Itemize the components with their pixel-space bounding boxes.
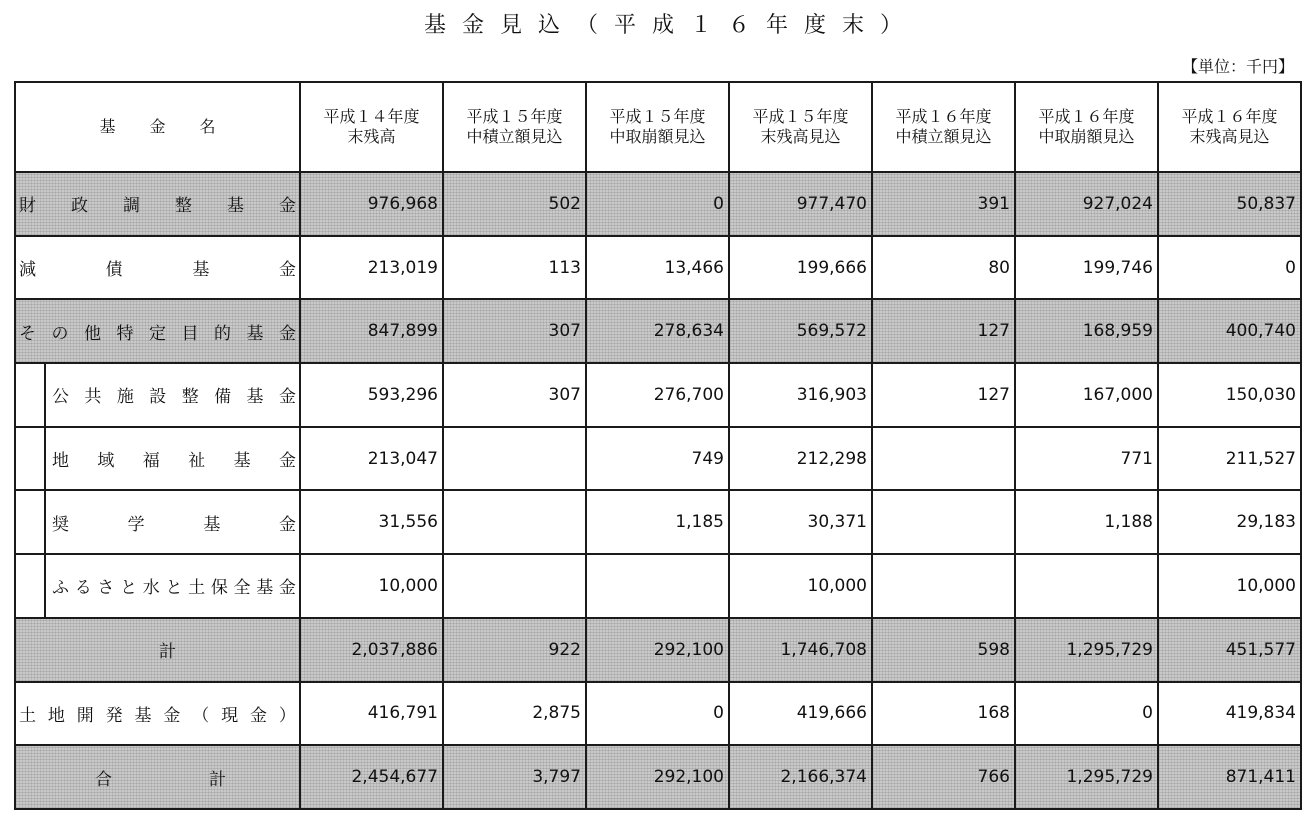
fund-name bbox=[46, 364, 299, 426]
fund-name-char: 基 bbox=[134, 705, 152, 726]
value-cell: 213,047 bbox=[300, 427, 443, 491]
fund-name-char: 的 bbox=[214, 323, 231, 344]
fund-name-char: 金 bbox=[278, 387, 296, 408]
value-cell: 1,185 bbox=[586, 490, 729, 554]
fund-name-char: の bbox=[51, 323, 69, 344]
fund-name-char: 整 bbox=[175, 196, 192, 217]
table-header-row bbox=[15, 82, 1301, 172]
value-cell: 2,875 bbox=[443, 682, 586, 746]
value-cell: 419,834 bbox=[1158, 682, 1301, 746]
value-cell: 419,666 bbox=[729, 682, 872, 746]
fund-name-char: 奨 bbox=[52, 514, 69, 535]
fund-name-char: 計 bbox=[209, 769, 226, 790]
fund-name-cell bbox=[15, 172, 300, 236]
fund-name-char: 地 bbox=[52, 451, 69, 472]
fund-name-cell bbox=[15, 427, 300, 491]
fund-name-cell bbox=[15, 236, 300, 300]
fund-name: 計 bbox=[159, 642, 176, 663]
value-cell: 598 bbox=[872, 618, 1015, 682]
fund-name-char: 金 bbox=[250, 705, 267, 726]
fund-name-char: 現 bbox=[221, 705, 239, 726]
table-row bbox=[15, 618, 1301, 682]
header-h15-end-balance bbox=[729, 82, 872, 172]
value-cell: 316,903 bbox=[729, 363, 872, 427]
fund-name-char: 目 bbox=[181, 323, 199, 344]
value-cell: 276,700 bbox=[586, 363, 729, 427]
fund-table bbox=[14, 81, 1302, 810]
table-row bbox=[15, 427, 1301, 491]
value-cell bbox=[872, 427, 1015, 491]
header-line: 中積立額見込 bbox=[466, 127, 563, 146]
fund-name-char: 発 bbox=[105, 705, 123, 726]
header-h16-withdrawal bbox=[1015, 82, 1158, 172]
value-cell: 168,959 bbox=[1015, 299, 1158, 363]
fund-name-char: 金 bbox=[278, 451, 296, 472]
header-line: 中取崩額見込 bbox=[1038, 127, 1135, 146]
table-row bbox=[15, 682, 1301, 746]
fund-name-char: 水 bbox=[142, 578, 160, 599]
value-cell bbox=[443, 427, 586, 491]
value-cell: 80 bbox=[872, 236, 1015, 300]
value-cell: 2,166,374 bbox=[729, 745, 872, 809]
fund-name-cell bbox=[15, 618, 300, 682]
fund-name-cell bbox=[15, 682, 300, 746]
value-cell: 10,000 bbox=[300, 554, 443, 618]
value-cell: 278,634 bbox=[586, 299, 729, 363]
fund-name-char: 金 bbox=[163, 705, 181, 726]
fund-name-char: （ bbox=[192, 705, 210, 726]
unit-label: 【単位：千円】 bbox=[1181, 57, 1294, 76]
fund-name-char: と bbox=[120, 578, 138, 599]
indent-spacer bbox=[16, 555, 46, 617]
value-cell: 569,572 bbox=[729, 299, 872, 363]
header-line: 中積立額見込 bbox=[895, 127, 992, 146]
value-cell: 847,899 bbox=[300, 299, 443, 363]
value-cell: 749 bbox=[586, 427, 729, 491]
fund-name-char: 整 bbox=[181, 387, 199, 408]
fund-name-char: 金 bbox=[278, 260, 296, 281]
fund-name-char: 基 bbox=[256, 578, 274, 599]
fund-name-char: 学 bbox=[127, 514, 145, 535]
value-cell: 766 bbox=[872, 745, 1015, 809]
value-cell: 13,466 bbox=[586, 236, 729, 300]
fund-name-char: 他 bbox=[84, 323, 101, 344]
fund-name-char: 共 bbox=[84, 387, 102, 408]
table-row bbox=[15, 490, 1301, 554]
value-cell: 3,797 bbox=[443, 745, 586, 809]
value-cell: 1,746,708 bbox=[729, 618, 872, 682]
fund-name-char: 定 bbox=[149, 323, 166, 344]
fund-name-char: 政 bbox=[71, 196, 88, 217]
value-cell: 167,000 bbox=[1015, 363, 1158, 427]
header-line: 平成１５年度 bbox=[609, 107, 706, 126]
header-line: 平成１６年度 bbox=[895, 107, 992, 126]
fund-name-char: 基 bbox=[203, 514, 221, 535]
fund-name-char: ） bbox=[278, 705, 296, 726]
header-line: 末残高 bbox=[347, 127, 396, 146]
value-cell: 29,183 bbox=[1158, 490, 1301, 554]
indent-spacer bbox=[16, 364, 46, 426]
fund-name-char: 金 bbox=[279, 323, 296, 344]
fund-name bbox=[19, 300, 296, 362]
fund-name bbox=[19, 173, 296, 235]
value-cell: 199,666 bbox=[729, 236, 872, 300]
fund-name-char: 保 bbox=[210, 578, 228, 599]
fund-name bbox=[46, 428, 299, 490]
value-cell: 292,100 bbox=[586, 618, 729, 682]
fund-name-char: 地 bbox=[47, 705, 65, 726]
value-cell: 0 bbox=[586, 682, 729, 746]
value-cell: 2,037,886 bbox=[300, 618, 443, 682]
fund-name-cell bbox=[15, 554, 300, 618]
value-cell: 150,030 bbox=[1158, 363, 1301, 427]
value-cell: 307 bbox=[443, 363, 586, 427]
fund-name bbox=[46, 491, 299, 553]
fund-name-char: 基 bbox=[227, 196, 244, 217]
value-cell bbox=[872, 490, 1015, 554]
value-cell: 0 bbox=[586, 172, 729, 236]
value-cell: 50,837 bbox=[1158, 172, 1301, 236]
value-cell: 976,968 bbox=[300, 172, 443, 236]
header-h14-end-balance bbox=[300, 82, 443, 172]
fund-name-char: 金 bbox=[278, 578, 296, 599]
header-h16-end-balance bbox=[1158, 82, 1301, 172]
value-cell: 922 bbox=[443, 618, 586, 682]
value-cell: 113 bbox=[443, 236, 586, 300]
value-cell: 1,188 bbox=[1015, 490, 1158, 554]
fund-name-char: 設 bbox=[149, 387, 167, 408]
value-cell: 2,454,677 bbox=[300, 745, 443, 809]
table-row bbox=[15, 172, 1301, 236]
fund-name-cell bbox=[15, 745, 300, 809]
table-row bbox=[15, 745, 1301, 809]
fund-table-body bbox=[15, 172, 1301, 809]
fund-name-char: 基 bbox=[233, 451, 251, 472]
indent-spacer bbox=[16, 428, 46, 490]
value-cell: 213,019 bbox=[300, 236, 443, 300]
value-cell: 0 bbox=[1158, 236, 1301, 300]
fund-name-char: 施 bbox=[116, 387, 134, 408]
value-cell: 1,295,729 bbox=[1015, 745, 1158, 809]
value-cell: 927,024 bbox=[1015, 172, 1158, 236]
value-cell bbox=[1015, 554, 1158, 618]
value-cell: 391 bbox=[872, 172, 1015, 236]
value-cell: 307 bbox=[443, 299, 586, 363]
value-cell bbox=[586, 554, 729, 618]
fund-name bbox=[19, 746, 296, 808]
fund-name bbox=[19, 683, 296, 745]
fund-name-char: る bbox=[74, 578, 92, 599]
value-cell: 771 bbox=[1015, 427, 1158, 491]
fund-name-char: 土 bbox=[188, 578, 206, 599]
fund-name-cell bbox=[15, 363, 300, 427]
page-title: 基金見込（平成１６年度末） bbox=[423, 13, 918, 38]
value-cell: 127 bbox=[872, 299, 1015, 363]
fund-name-char: 債 bbox=[105, 260, 123, 281]
fund-name-char: そ bbox=[19, 323, 36, 344]
header-line: 末残高見込 bbox=[1189, 127, 1270, 146]
fund-name-char: 開 bbox=[76, 705, 94, 726]
header-line: 中取崩額見込 bbox=[609, 127, 706, 146]
fund-name-char: 基 bbox=[246, 323, 264, 344]
value-cell: 168 bbox=[872, 682, 1015, 746]
table-row bbox=[15, 554, 1301, 618]
value-cell: 451,577 bbox=[1158, 618, 1301, 682]
header-line: 平成１４年度 bbox=[323, 107, 420, 126]
fund-name-char: 調 bbox=[123, 196, 140, 217]
header-line: 末残高見込 bbox=[760, 127, 841, 146]
value-cell: 10,000 bbox=[1158, 554, 1301, 618]
header-h16-accumulation bbox=[872, 82, 1015, 172]
fund-name-char: 減 bbox=[19, 260, 36, 281]
fund-name bbox=[19, 237, 296, 299]
value-cell: 416,791 bbox=[300, 682, 443, 746]
value-cell: 31,556 bbox=[300, 490, 443, 554]
indent-spacer bbox=[16, 491, 46, 553]
fund-name-char: さ bbox=[97, 578, 115, 599]
fund-name-char: 全 bbox=[233, 578, 251, 599]
fund-name-char: 域 bbox=[97, 451, 115, 472]
fund-name-char: 合 bbox=[95, 769, 112, 790]
value-cell: 292,100 bbox=[586, 745, 729, 809]
header-line: 平成１６年度 bbox=[1038, 107, 1135, 126]
value-cell: 871,411 bbox=[1158, 745, 1301, 809]
fund-name-char: 基 bbox=[192, 260, 210, 281]
header-h15-accumulation bbox=[443, 82, 586, 172]
header-h15-withdrawal bbox=[586, 82, 729, 172]
value-cell: 30,371 bbox=[729, 490, 872, 554]
value-cell: 10,000 bbox=[729, 554, 872, 618]
value-cell: 400,740 bbox=[1158, 299, 1301, 363]
fund-name-char: 基 bbox=[246, 387, 264, 408]
value-cell: 212,298 bbox=[729, 427, 872, 491]
fund-name-char: 財 bbox=[19, 196, 36, 217]
value-cell bbox=[443, 554, 586, 618]
fund-name-cell bbox=[15, 299, 300, 363]
value-cell: 593,296 bbox=[300, 363, 443, 427]
value-cell: 0 bbox=[1015, 682, 1158, 746]
fund-name-cell bbox=[15, 490, 300, 554]
fund-name-char: ふ bbox=[52, 578, 69, 599]
table-row bbox=[15, 363, 1301, 427]
fund-name-char: 福 bbox=[142, 451, 160, 472]
header-line: 平成１５年度 bbox=[752, 107, 849, 126]
fund-name bbox=[46, 555, 299, 617]
fund-name-char: 特 bbox=[116, 323, 134, 344]
value-cell bbox=[872, 554, 1015, 618]
value-cell: 977,470 bbox=[729, 172, 872, 236]
fund-name-char: と bbox=[165, 578, 183, 599]
fund-name-char: 土 bbox=[19, 705, 36, 726]
header-fund-name: 基金名 bbox=[15, 82, 300, 172]
header-line: 平成１６年度 bbox=[1181, 107, 1278, 126]
fund-name-char: 祉 bbox=[188, 451, 206, 472]
header-line: 平成１５年度 bbox=[466, 107, 563, 126]
fund-name-char: 金 bbox=[279, 196, 296, 217]
value-cell: 199,746 bbox=[1015, 236, 1158, 300]
fund-name-char: 公 bbox=[52, 387, 69, 408]
value-cell: 211,527 bbox=[1158, 427, 1301, 491]
value-cell: 127 bbox=[872, 363, 1015, 427]
fund-name-char: 金 bbox=[278, 514, 296, 535]
table-row bbox=[15, 236, 1301, 300]
table-row bbox=[15, 299, 1301, 363]
value-cell: 1,295,729 bbox=[1015, 618, 1158, 682]
fund-name-char: 備 bbox=[214, 387, 232, 408]
value-cell: 502 bbox=[443, 172, 586, 236]
value-cell bbox=[443, 490, 586, 554]
